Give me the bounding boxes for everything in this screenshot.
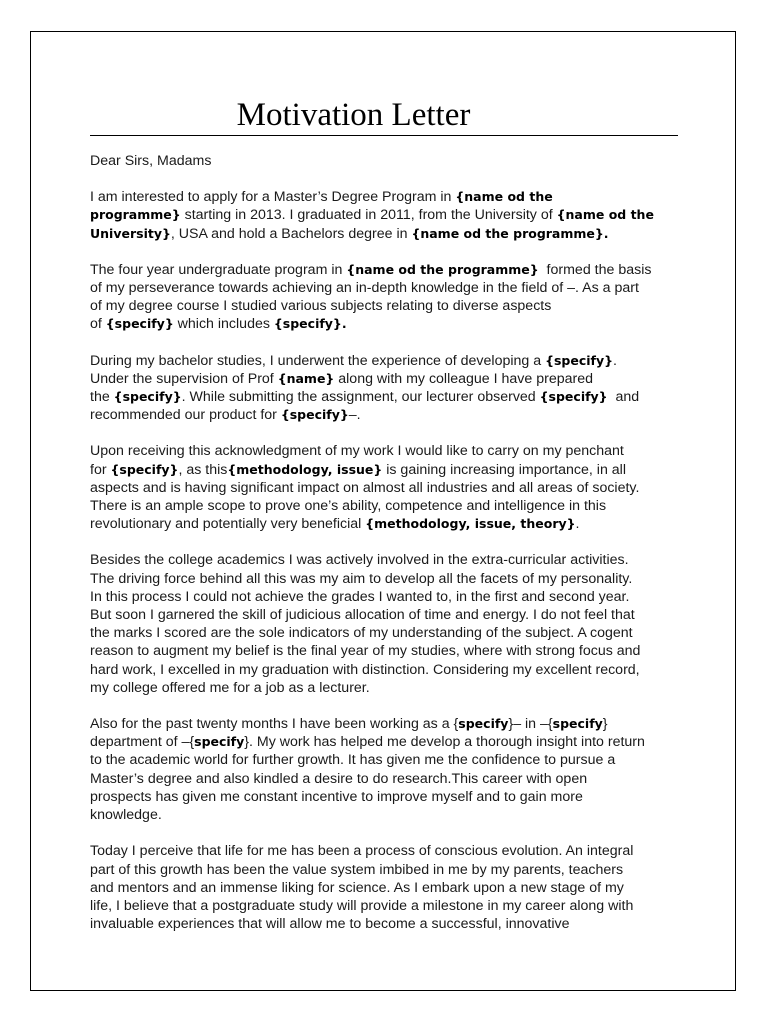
placeholder-text: specify	[194, 734, 245, 750]
paragraph-line: life, I believe that a postgraduate study will provide a milestone in my career along with	[90, 897, 634, 914]
paragraph-line	[90, 406, 690, 424]
title-underline	[90, 135, 678, 136]
placeholder-text: {specify}.	[273, 316, 347, 332]
text-run: Also for the past twenty months I have been working as a {	[90, 716, 459, 733]
paragraph-line: aspects and is having significant impact on almost all industries and all areas of society.	[90, 479, 640, 496]
text-run: .	[613, 352, 617, 369]
paragraph-line	[90, 352, 690, 370]
paragraph-line: Today I perceive that life for me has been a process of conscious evolution. An integral	[90, 843, 634, 860]
paragraph-line: of my perseverance towards achieving an in-depth knowledge in the field of –. As a part	[90, 280, 639, 297]
text-run: revolutionary and potentially very beneficial	[90, 516, 366, 533]
placeholder-text: {methodology, issue, theory}	[365, 516, 576, 532]
paragraph-line: In this process I could not achieve the grades I wanted to, in the first and second year.	[90, 588, 630, 605]
text-run: }	[602, 716, 608, 733]
paragraph-7	[90, 842, 690, 933]
placeholder-text: {name}	[277, 370, 335, 386]
page-title: Motivation Letter	[236, 97, 471, 133]
paragraph-line: part of this growth has been the value system imbibed in me by my parents, teachers	[90, 861, 624, 878]
placeholder-text: {specify}	[113, 389, 182, 405]
placeholder-text: {name od the	[556, 207, 654, 223]
paragraph-3	[90, 352, 690, 425]
paragraph-line	[90, 188, 690, 206]
text-run: The four year undergraduate program in	[90, 261, 347, 278]
text-run: During my bachelor studies, I underwent the experience of developing a	[90, 352, 546, 369]
text-run: of	[90, 316, 106, 333]
paragraph-line	[90, 515, 690, 533]
text-run: –.	[348, 407, 361, 424]
text-run: is gaining increasing importance, in all	[382, 461, 626, 478]
paragraph-line: of my degree course I studied various subjects relating to diverse aspects	[90, 298, 552, 315]
placeholder-text: {methodology, issue}	[227, 461, 383, 477]
placeholder-text: University}	[90, 225, 171, 241]
paragraph-line	[90, 461, 690, 479]
paragraph-6	[90, 715, 690, 824]
text-run: Under the supervision of Prof	[90, 370, 278, 387]
paragraph-line: knowledge.	[90, 807, 162, 824]
paragraph-5	[90, 551, 690, 697]
placeholder-text: {specify}	[105, 316, 174, 332]
greeting	[90, 152, 690, 170]
greeting-text: Dear Sirs, Madams	[90, 153, 212, 169]
paragraph-line: Master’s degree and also kindled a desire to do research.This career with open	[90, 770, 588, 787]
paragraph-line: Upon receiving this acknowledgment of my work I would like to carry on my penchant	[90, 443, 624, 460]
text-run: , USA and hold a Bachelors degree in	[170, 225, 412, 242]
paragraph-line: and mentors and an immense liking for science. As I embark upon a new stage of my	[90, 879, 624, 896]
text-run: starting in 2013. I graduated in 2011, from the University of	[180, 207, 557, 224]
paragraph-line: reason to augment my belief is the final year of my studies, where with strong focus and	[90, 643, 641, 660]
paragraph-4	[90, 442, 690, 533]
placeholder-text: {specify}	[545, 352, 614, 368]
paragraph-line	[90, 370, 690, 388]
placeholder-text: {name od the	[455, 189, 553, 205]
placeholder-text: programme}	[90, 207, 181, 223]
paragraph-2	[90, 261, 690, 334]
text-run: for	[90, 461, 111, 478]
paragraph-line	[90, 261, 690, 279]
paragraph-line: prospects has given me constant incentive to improve myself and to gain more	[90, 788, 583, 805]
paragraph-line: the marks I scored are the sole indicators of my understanding of the subject. A cogent	[90, 625, 633, 642]
paragraph-line	[90, 733, 690, 751]
placeholder-text: specify	[458, 716, 509, 732]
paragraph-line	[90, 206, 690, 224]
paragraph-line	[90, 225, 690, 243]
paragraph-line: Besides the college academics I was actively involved in the extra-curricular activities.	[90, 552, 629, 569]
paragraph-line: There is an ample scope to prove one’s ability, competence and intelligence in this	[90, 498, 607, 515]
text-run: formed the basis	[538, 261, 652, 278]
text-run: which includes	[173, 316, 274, 333]
text-run: . While submitting the assignment, our lecturer observed	[181, 389, 540, 406]
paragraph-line: But soon I garnered the skill of judicious allocation of time and energy. I do not feel that	[90, 607, 635, 624]
text-run: .	[575, 516, 580, 533]
text-run: I am interested to apply for a Master’s Degree Program in	[90, 189, 456, 206]
paragraph-line	[90, 315, 690, 333]
text-run: }. My work has helped me develop a thorough insight into return	[244, 734, 645, 751]
paragraph-line: The driving force behind all this was my aim to develop all the facets of my personality.	[90, 570, 633, 587]
placeholder-text: {name od the programme}.	[411, 225, 609, 241]
text-run: department of –{	[90, 734, 195, 751]
paragraph-line: invaluable experiences that will allow me to become a successful, innovative	[90, 916, 570, 933]
placeholder-text: specify	[552, 716, 603, 732]
paragraph-line	[90, 715, 690, 733]
paragraph-line	[90, 388, 690, 406]
text-run: the	[90, 389, 114, 406]
paragraph-line: to the academic world for further growth. It has given me the confidence to pursue a	[90, 752, 616, 769]
placeholder-text: {specify}	[110, 461, 179, 477]
text-run: and	[607, 389, 640, 406]
text-run: }– in –{	[508, 716, 553, 733]
letter-body	[90, 152, 690, 951]
text-run: along with my colleague I have prepared	[334, 370, 594, 387]
paragraph-line: hard work, I excelled in my graduation with distinction. Considering my excellent record,	[90, 661, 640, 678]
text-run: , as this	[178, 461, 228, 478]
placeholder-text: {specify}	[280, 407, 349, 423]
paragraph-1	[90, 188, 690, 243]
text-run: recommended our product for	[90, 407, 281, 424]
placeholder-text: {specify}	[539, 389, 608, 405]
paragraph-line: my college offered me for a job as a lecturer.	[90, 679, 370, 696]
placeholder-text: {name od the programme}	[346, 261, 539, 277]
